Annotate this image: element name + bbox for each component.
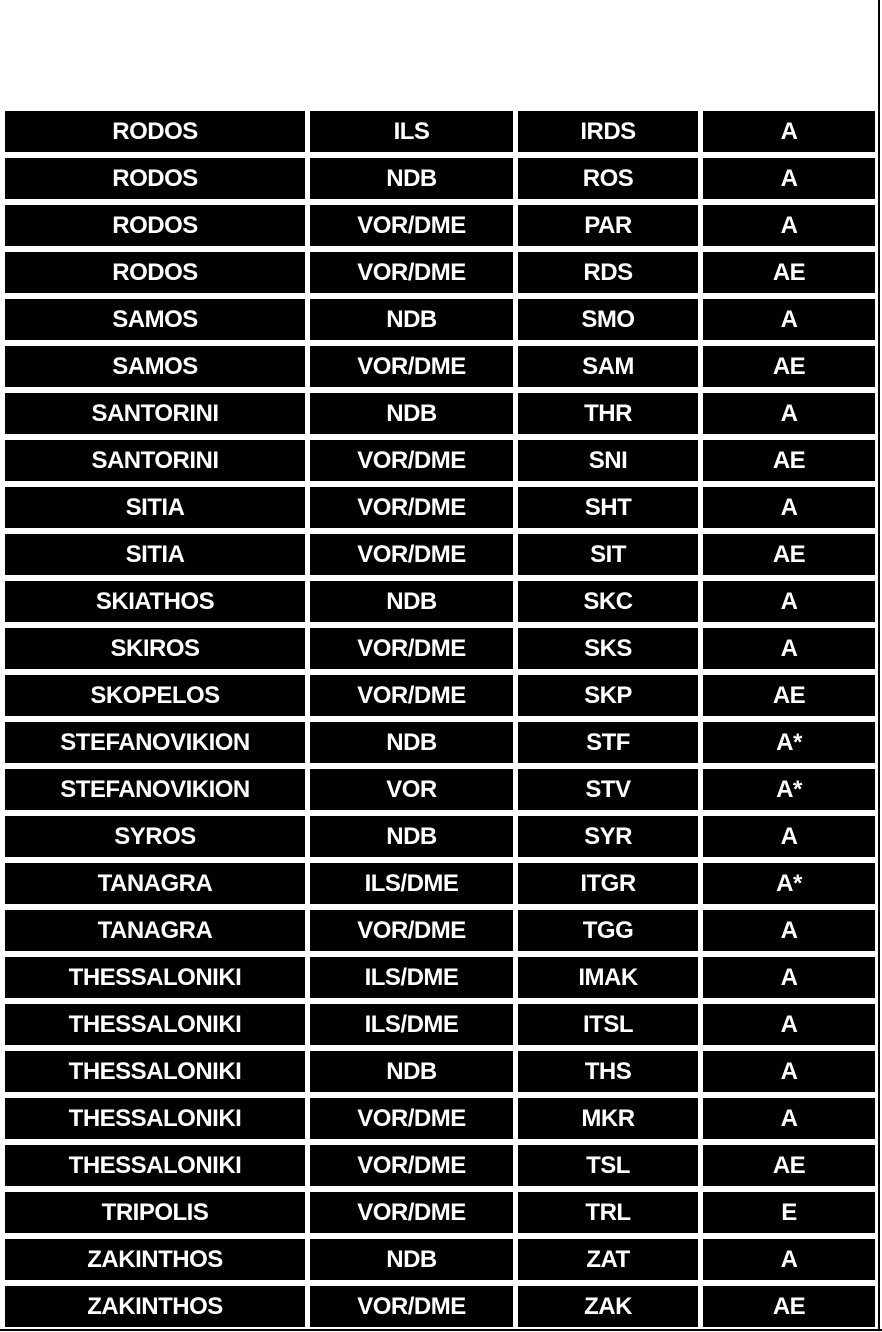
aid-type-cell: VOR/DME xyxy=(310,440,513,481)
aid-type-cell: NDB xyxy=(310,299,513,340)
table-row xyxy=(5,768,875,815)
ident-cell: SHT xyxy=(518,487,698,528)
aid-type-cell: NDB xyxy=(310,1051,513,1092)
aid-type-cell: VOR/DME xyxy=(310,628,513,669)
aid-type-cell: VOR/DME xyxy=(310,1098,513,1139)
station-cell: THESSALONIKI xyxy=(5,1004,305,1045)
station-cell: ZAKINTHOS xyxy=(5,1239,305,1280)
station-cell: ZAKINTHOS xyxy=(5,1286,305,1327)
class-cell: AE xyxy=(703,440,875,481)
ident-cell: SKC xyxy=(518,581,698,622)
class-cell: A xyxy=(703,628,875,669)
table-row xyxy=(5,439,875,486)
class-cell: AE xyxy=(703,346,875,387)
station-cell: SANTORINI xyxy=(5,440,305,481)
table-row xyxy=(5,1144,875,1191)
ident-cell: SYR xyxy=(518,816,698,857)
aid-type-cell: VOR/DME xyxy=(310,1145,513,1186)
aid-type-cell: VOR/DME xyxy=(310,1192,513,1233)
ident-cell: THR xyxy=(518,393,698,434)
class-cell: A xyxy=(703,393,875,434)
table-row xyxy=(5,392,875,439)
ident-cell: IRDS xyxy=(518,111,698,152)
station-cell: SYROS xyxy=(5,816,305,857)
ident-cell: STF xyxy=(518,722,698,763)
table-row xyxy=(5,862,875,909)
ident-cell: STV xyxy=(518,769,698,810)
class-cell: A xyxy=(703,910,875,951)
station-cell: SKIROS xyxy=(5,628,305,669)
table-row xyxy=(5,1097,875,1144)
class-cell: A* xyxy=(703,722,875,763)
table-row xyxy=(5,1285,875,1332)
ident-cell: SIT xyxy=(518,534,698,575)
aid-type-cell: ILS/DME xyxy=(310,863,513,904)
ident-cell: SAM xyxy=(518,346,698,387)
class-cell: A xyxy=(703,1051,875,1092)
ident-cell: PAR xyxy=(518,205,698,246)
class-cell: A xyxy=(703,957,875,998)
aid-type-cell: VOR/DME xyxy=(310,252,513,293)
ident-cell: ITGR xyxy=(518,863,698,904)
aid-type-cell: VOR/DME xyxy=(310,1286,513,1327)
ident-cell: ZAT xyxy=(518,1239,698,1280)
station-cell: SANTORINI xyxy=(5,393,305,434)
class-cell: A xyxy=(703,158,875,199)
station-cell: RODOS xyxy=(5,111,305,152)
ident-cell: IMAK xyxy=(518,957,698,998)
ident-cell: SKS xyxy=(518,628,698,669)
aid-type-cell: VOR/DME xyxy=(310,675,513,716)
class-cell: A xyxy=(703,205,875,246)
ident-cell: SMO xyxy=(518,299,698,340)
navaid-table xyxy=(5,110,875,1332)
table-row xyxy=(5,721,875,768)
class-cell: AE xyxy=(703,1145,875,1186)
ident-cell: ITSL xyxy=(518,1004,698,1045)
class-cell: A* xyxy=(703,769,875,810)
aid-type-cell: VOR xyxy=(310,769,513,810)
aid-type-cell: ILS xyxy=(310,111,513,152)
class-cell: AE xyxy=(703,675,875,716)
station-cell: SAMOS xyxy=(5,346,305,387)
aid-type-cell: VOR/DME xyxy=(310,910,513,951)
station-cell: TANAGRA xyxy=(5,910,305,951)
table-row xyxy=(5,815,875,862)
table-row xyxy=(5,580,875,627)
aid-type-cell: NDB xyxy=(310,722,513,763)
class-cell: AE xyxy=(703,534,875,575)
station-cell: RODOS xyxy=(5,252,305,293)
class-cell: A xyxy=(703,1239,875,1280)
station-cell: SAMOS xyxy=(5,299,305,340)
page-border-right xyxy=(878,0,880,1331)
ident-cell: SKP xyxy=(518,675,698,716)
aid-type-cell: NDB xyxy=(310,158,513,199)
table-row xyxy=(5,956,875,1003)
aid-type-cell: NDB xyxy=(310,393,513,434)
ident-cell: SNI xyxy=(518,440,698,481)
class-cell: AE xyxy=(703,252,875,293)
table-row xyxy=(5,345,875,392)
class-cell: A xyxy=(703,487,875,528)
class-cell: A xyxy=(703,1098,875,1139)
class-cell: E xyxy=(703,1192,875,1233)
station-cell: THESSALONIKI xyxy=(5,1098,305,1139)
ident-cell: THS xyxy=(518,1051,698,1092)
table-row xyxy=(5,909,875,956)
table-row xyxy=(5,1238,875,1285)
station-cell: TANAGRA xyxy=(5,863,305,904)
class-cell: A xyxy=(703,299,875,340)
ident-cell: ROS xyxy=(518,158,698,199)
aid-type-cell: VOR/DME xyxy=(310,346,513,387)
ident-cell: TGG xyxy=(518,910,698,951)
table-row xyxy=(5,110,875,157)
aid-type-cell: VOR/DME xyxy=(310,534,513,575)
station-cell: STEFANOVIKION xyxy=(5,722,305,763)
class-cell: A xyxy=(703,581,875,622)
class-cell: A* xyxy=(703,863,875,904)
ident-cell: MKR xyxy=(518,1098,698,1139)
station-cell: SKOPELOS xyxy=(5,675,305,716)
class-cell: A xyxy=(703,1004,875,1045)
ident-cell: ZAK xyxy=(518,1286,698,1327)
ident-cell: TSL xyxy=(518,1145,698,1186)
class-cell: A xyxy=(703,111,875,152)
station-cell: THESSALONIKI xyxy=(5,1051,305,1092)
aid-type-cell: ILS/DME xyxy=(310,1004,513,1045)
table-row xyxy=(5,1191,875,1238)
station-cell: SITIA xyxy=(5,487,305,528)
station-cell: SKIATHOS xyxy=(5,581,305,622)
table-row xyxy=(5,1050,875,1097)
aid-type-cell: VOR/DME xyxy=(310,205,513,246)
station-cell: TRIPOLIS xyxy=(5,1192,305,1233)
ident-cell: RDS xyxy=(518,252,698,293)
station-cell: SITIA xyxy=(5,534,305,575)
table-row xyxy=(5,157,875,204)
table-row xyxy=(5,251,875,298)
aid-type-cell: NDB xyxy=(310,816,513,857)
table-row xyxy=(5,1003,875,1050)
class-cell: A xyxy=(703,816,875,857)
station-cell: RODOS xyxy=(5,158,305,199)
aid-type-cell: VOR/DME xyxy=(310,487,513,528)
table-row xyxy=(5,204,875,251)
station-cell: RODOS xyxy=(5,205,305,246)
table-row xyxy=(5,627,875,674)
station-cell: STEFANOVIKION xyxy=(5,769,305,810)
station-cell: THESSALONIKI xyxy=(5,957,305,998)
table-row xyxy=(5,674,875,721)
station-cell: THESSALONIKI xyxy=(5,1145,305,1186)
aid-type-cell: NDB xyxy=(310,581,513,622)
ident-cell: TRL xyxy=(518,1192,698,1233)
aid-type-cell: ILS/DME xyxy=(310,957,513,998)
aid-type-cell: NDB xyxy=(310,1239,513,1280)
class-cell: AE xyxy=(703,1286,875,1327)
table-row xyxy=(5,486,875,533)
table-row xyxy=(5,298,875,345)
table-row xyxy=(5,533,875,580)
